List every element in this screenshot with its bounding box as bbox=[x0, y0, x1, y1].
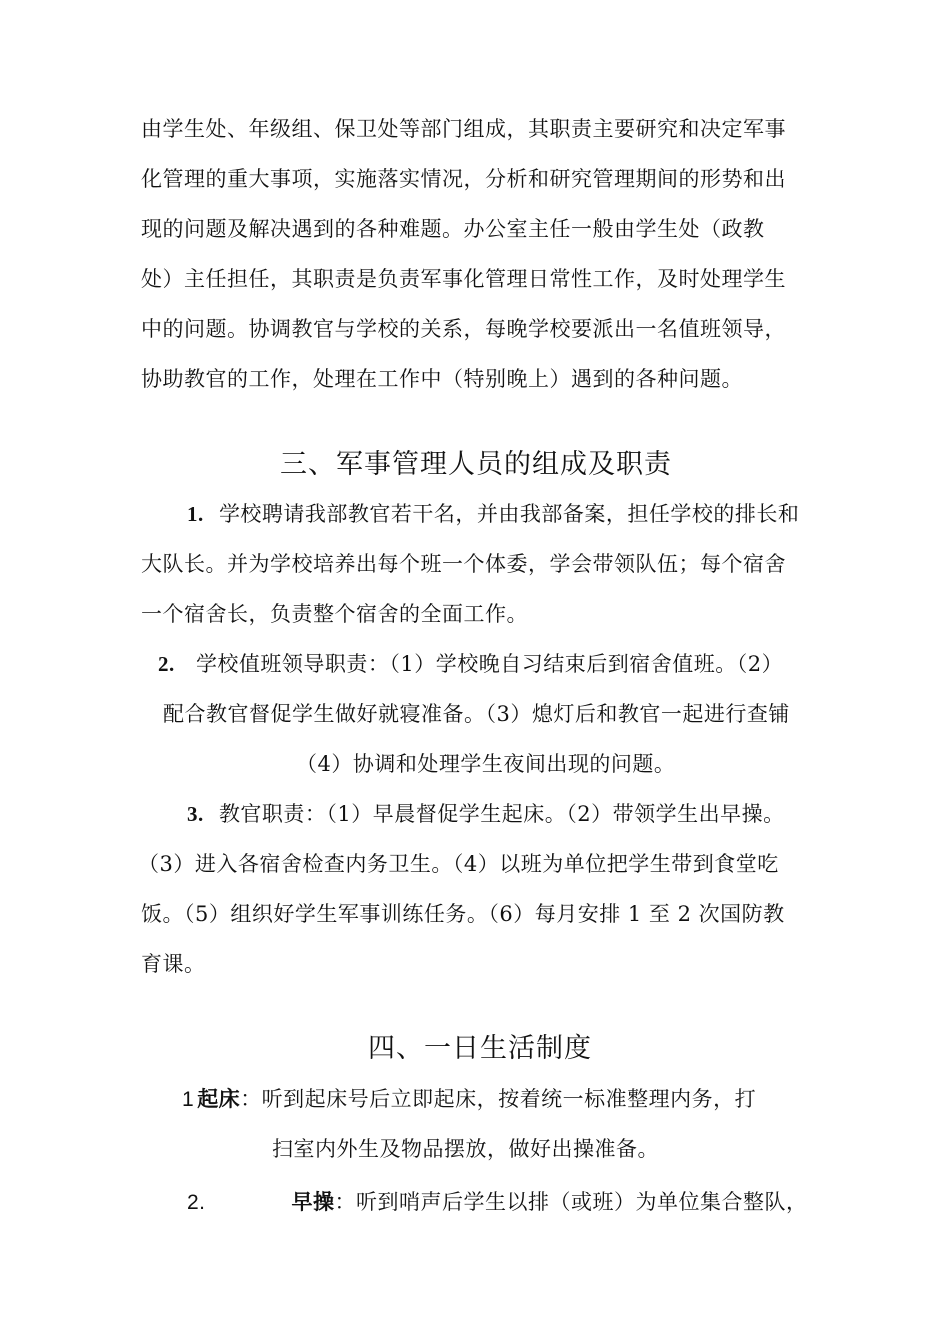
item-number: 3. bbox=[187, 802, 204, 826]
list-item bbox=[187, 500, 799, 528]
paragraph-line: 扫室内外生及物品摆放，做好出操准备。 bbox=[272, 1137, 659, 1161]
item-number: 1. bbox=[187, 502, 204, 526]
paragraph-line: （4）协调和处理学生夜间出现的问题。 bbox=[296, 752, 676, 776]
item-number: 2. bbox=[158, 652, 175, 676]
section-heading: 四、一日生活制度 bbox=[368, 1033, 592, 1064]
item-text: ：听到起床号后立即起床，按着统一标准整理内务，打 bbox=[240, 1087, 757, 1111]
item-number: 2. bbox=[187, 1191, 206, 1214]
item-number: 1 bbox=[182, 1088, 195, 1111]
paragraph-line: （3）进入各宿舍检查内务卫生。（4）以班为单位把学生带到食堂吃 bbox=[138, 852, 779, 876]
item-text: 学校值班领导职责：（1）学校晚自习结束后到宿舍值班。（2） bbox=[195, 652, 784, 676]
list-item bbox=[182, 1085, 756, 1114]
paragraph-line: 协助教官的工作，处理在工作中（特别晚上）遇到的各种问题。 bbox=[141, 367, 743, 391]
paragraph-line: 饭。（5）组织好学生军事训练任务。（6）每月安排 1 至 2 次国防教 bbox=[141, 902, 785, 926]
paragraph-line: 育课。 bbox=[141, 952, 206, 976]
item-title: 起床 bbox=[197, 1087, 241, 1111]
paragraph-line: 中的问题。协调教官与学校的关系，每晚学校要派出一名值班领导， bbox=[141, 317, 786, 341]
paragraph-line: 现的问题及解决遇到的各种难题。办公室主任一般由学生处（政教 bbox=[141, 217, 765, 241]
paragraph-line: 大队长。并为学校培养出每个班一个体委，学会带领队伍；每个宿舍 bbox=[141, 552, 786, 576]
list-item bbox=[187, 1188, 808, 1217]
item-title: 早操 bbox=[291, 1190, 335, 1214]
paragraph-line: 一个宿舍长，负责整个宿舍的全面工作。 bbox=[141, 602, 528, 626]
paragraph-line: 配合教官督促学生做好就寝准备。（3）熄灯后和教官一起进行查铺 bbox=[163, 702, 790, 726]
item-text: 学校聘请我部教官若干名，并由我部备案，担任学校的排长和 bbox=[218, 502, 800, 526]
paragraph-line: 处）主任担任，其职责是负责军事化管理日常性工作，及时处理学生 bbox=[141, 267, 786, 291]
paragraph-line: 化管理的重大事项，实施落实情况，分析和研究管理期间的形势和出 bbox=[141, 167, 786, 191]
item-text: ：听到哨声后学生以排（或班）为单位集合整队， bbox=[334, 1190, 808, 1214]
list-item bbox=[187, 800, 785, 828]
section-heading: 三、军事管理人员的组成及职责 bbox=[280, 449, 672, 480]
item-text: 教官职责：（1）早晨督促学生起床。（2）带领学生出早操。 bbox=[218, 802, 785, 826]
list-item bbox=[158, 650, 783, 678]
paragraph-line: 由学生处、年级组、保卫处等部门组成，其职责主要研究和决定军事 bbox=[141, 117, 786, 141]
